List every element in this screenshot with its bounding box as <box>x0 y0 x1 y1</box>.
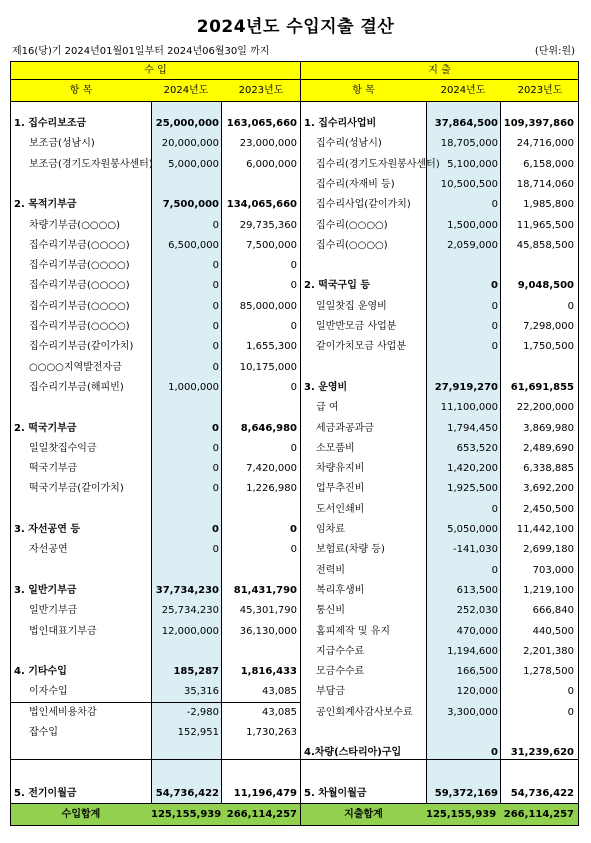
income-row-2023: 1,816,433 <box>240 666 297 678</box>
expense-row-label: 일일찻집 운영비 <box>316 300 387 312</box>
income-row-2024: 37,734,230 <box>155 584 219 596</box>
income-row <box>11 662 300 682</box>
expense-row-label: 통신비 <box>316 605 345 617</box>
expense-row-2023: 2,489,690 <box>523 442 574 454</box>
expense-row-2024: 0 <box>491 564 498 576</box>
income-row-2023: 7,500,000 <box>246 239 297 251</box>
expense-row-2023: 11,442,100 <box>516 524 574 535</box>
income-row-label: 일반기부금 <box>29 605 78 617</box>
expense-row-2024: 0 <box>491 199 498 211</box>
income-row <box>11 378 300 398</box>
expense-row-label: 모금수수료 <box>316 666 365 678</box>
expense-row-2024: -141,030 <box>453 544 498 556</box>
expense-row-2024: 1,794,450 <box>447 422 498 434</box>
expense-row-2024: 1,500,000 <box>447 219 498 231</box>
expense-row-label: 임차료 <box>316 524 345 535</box>
income-row-2023: 0 <box>290 544 297 556</box>
expense-item-header: 항 목 <box>352 85 375 96</box>
income-row-2023: 0 <box>290 321 297 332</box>
income-row-2024: 0 <box>212 341 219 353</box>
expense-row-2024: 1,194,600 <box>447 645 498 657</box>
expense-column-headers <box>301 80 578 102</box>
income-2023-header: 2023년도 <box>238 85 284 96</box>
expense-row-2023: 666,840 <box>532 605 574 617</box>
expense-row-2024: 2,059,000 <box>447 239 498 251</box>
income-row-2023: 1,655,300 <box>246 341 297 353</box>
income-row <box>11 195 300 215</box>
expense-row-label: 부담금 <box>316 686 345 698</box>
income-row-label: 보조금(경기도자원봉사센터) <box>29 158 153 170</box>
income-row-2023: 134,065,660 <box>226 199 297 211</box>
expense-row <box>301 378 578 398</box>
income-row-label: ○○○○지역발전자금 <box>29 361 122 373</box>
expense-row-2024: 653,520 <box>456 442 498 454</box>
income-row <box>11 459 300 479</box>
income-row-label: 이자수입 <box>29 686 68 698</box>
income-row <box>11 256 300 276</box>
expense-row-2024: 252,030 <box>456 605 498 617</box>
expense-row <box>301 419 578 439</box>
income-row-label: 잡수입 <box>29 727 58 738</box>
income-row-2024: 0 <box>212 280 219 292</box>
expense-row-2024: 0 <box>491 747 498 759</box>
income-row-2024: 0 <box>212 300 219 312</box>
expense-row-label: 집수리(자재비 등) <box>316 178 395 190</box>
expense-row <box>301 459 578 479</box>
expense-row-2023: 2,450,500 <box>523 503 574 515</box>
income-row-2023: 7,420,000 <box>246 463 297 475</box>
income-row-label: 1. 집수리보조금 <box>14 118 87 129</box>
income-row-2024: 12,000,000 <box>161 625 219 637</box>
expense-row <box>301 297 578 317</box>
income-row-2023: 45,301,790 <box>239 605 297 617</box>
expense-row-2023: 703,000 <box>532 564 574 576</box>
expense-row-2024: 37,864,500 <box>434 118 498 129</box>
expense-row-2024: 27,919,270 <box>434 381 498 393</box>
expense-row-label: 지급수수료 <box>316 645 365 657</box>
income-row <box>11 682 300 702</box>
income-row <box>11 155 300 175</box>
income-row-label: 집수리기부금(해피빈) <box>29 381 124 393</box>
income-row-2023: 81,431,790 <box>233 584 297 596</box>
expense-row-label: 1. 집수리사업비 <box>304 118 377 129</box>
income-row-2024: 6,500,000 <box>168 239 219 251</box>
income-column-headers <box>11 80 300 102</box>
income-row-label: 집수리기부금(같이가치) <box>29 341 134 353</box>
expense-row-label: 전력비 <box>316 564 345 576</box>
expense-row-label: 소모품비 <box>316 442 355 454</box>
expense-row <box>301 216 578 236</box>
expense-row-2024: 0 <box>491 503 498 515</box>
income-row-label: 집수리기부금(○○○○) <box>29 321 130 332</box>
expense-row-2023: 54,736,422 <box>510 787 574 799</box>
expense-row-2024: 470,000 <box>456 625 498 637</box>
expense-row <box>301 540 578 560</box>
income-row-label: 집수리기부금(○○○○) <box>29 239 130 251</box>
income-row-2024: 0 <box>212 361 219 373</box>
expense-row-2024: 3,300,000 <box>447 706 498 718</box>
expense-2023-header: 2023년도 <box>517 85 563 96</box>
income-row <box>11 216 300 236</box>
expense-row <box>301 195 578 215</box>
income-row-2024: 0 <box>212 260 219 272</box>
income-row-2024: 185,287 <box>173 666 219 678</box>
income-row-2024: 0 <box>212 422 219 434</box>
expense-table <box>300 61 579 826</box>
income-row <box>11 337 300 357</box>
income-row-2023: 0 <box>290 280 297 292</box>
income-row-2023: 43,085 <box>262 706 297 718</box>
expense-row <box>301 784 578 804</box>
income-row-2023: 1,730,263 <box>246 727 297 738</box>
expense-row-2023: 0 <box>567 706 574 718</box>
expense-row-2024: 10,500,500 <box>440 178 498 190</box>
expense-row-2023: 22,200,000 <box>516 402 574 414</box>
expense-row <box>301 155 578 175</box>
expense-row-label: 집수리(○○○○) <box>316 239 388 251</box>
expense-row-label: 집수리사업(같이가치) <box>316 199 411 211</box>
expense-row-2024: 18,705,000 <box>440 138 498 150</box>
expense-row-2023: 0 <box>567 686 574 698</box>
income-row-2024: -2,980 <box>186 706 219 718</box>
expense-row-2023: 6,338,885 <box>523 463 574 475</box>
expense-row-label: 세금과공과금 <box>316 422 374 434</box>
income-row <box>11 297 300 317</box>
expense-row <box>301 743 578 763</box>
expense-row <box>301 581 578 601</box>
income-row <box>11 419 300 439</box>
expense-row-2023: 1,219,100 <box>523 584 574 596</box>
income-row-2024: 152,951 <box>177 727 219 738</box>
expense-row-2023: 109,397,860 <box>503 118 574 129</box>
income-row-2023: 43,085 <box>262 686 297 698</box>
income-row-label: 집수리기부금(○○○○) <box>29 260 130 272</box>
expense-row <box>301 236 578 256</box>
income-row-2023: 36,130,000 <box>239 625 297 637</box>
income-row-label: 자선공연 <box>29 544 68 556</box>
income-row-label: 법인대표기부금 <box>29 625 97 637</box>
income-row-label: 떡국기부금(같이가치) <box>29 483 124 495</box>
income-row-label: 2. 목적기부금 <box>14 199 77 211</box>
expense-row-2024: 5,050,000 <box>447 524 498 535</box>
income-section-header: 수 입 <box>11 62 300 80</box>
income-total-label: 수입합계 <box>61 809 101 820</box>
income-row <box>11 114 300 134</box>
income-total-2024: 125,155,939 <box>151 809 222 820</box>
income-row <box>11 317 300 337</box>
expense-row-2023: 24,716,000 <box>516 138 574 150</box>
expense-row-label: 급 여 <box>316 402 339 414</box>
income-row-2023: 0 <box>290 442 297 454</box>
income-row <box>11 703 300 723</box>
expense-row-2024: 5,100,000 <box>447 158 498 170</box>
income-row-2023: 8,646,980 <box>240 422 297 434</box>
income-row-2024: 1,000,000 <box>168 381 219 393</box>
expense-row-2023: 6,158,000 <box>523 158 574 170</box>
expense-total-label: 지출합계 <box>344 809 383 820</box>
income-row-2023: 0 <box>290 260 297 272</box>
expense-row-2024: 11,100,000 <box>440 402 498 414</box>
expense-row-2023: 3,869,980 <box>523 422 574 434</box>
income-item-header: 항 목 <box>69 85 93 96</box>
income-row <box>11 236 300 256</box>
expense-row <box>301 500 578 520</box>
expense-row-2023: 11,965,500 <box>516 219 574 231</box>
expense-row <box>301 703 578 723</box>
expense-row <box>301 561 578 581</box>
page-title: 2024년도 수입지출 결산 <box>196 17 395 37</box>
expense-row-label: 2. 떡국구입 등 <box>304 280 371 292</box>
income-row-2024: 25,734,230 <box>161 605 219 617</box>
income-row-2023: 23,000,000 <box>239 138 297 150</box>
expense-row-label: 공인회계사감사보수료 <box>316 706 413 718</box>
expense-row <box>301 398 578 418</box>
income-total-2023: 266,114,257 <box>226 809 297 820</box>
income-row <box>11 276 300 296</box>
expense-row <box>301 520 578 540</box>
expense-row-2024: 166,500 <box>456 666 498 678</box>
income-row-label: 2. 떡국기부금 <box>14 422 77 434</box>
expense-row-label: 5. 차월이월금 <box>304 787 367 799</box>
expense-row-2023: 31,239,620 <box>510 747 574 759</box>
expense-row-2023: 61,691,855 <box>510 381 574 393</box>
expense-row <box>301 601 578 621</box>
income-row-2024: 20,000,000 <box>161 138 219 150</box>
expense-row <box>301 479 578 499</box>
income-row-2024: 0 <box>212 544 219 556</box>
income-row-label: 집수리기부금(○○○○) <box>29 300 130 312</box>
income-row <box>11 622 300 642</box>
expense-row-2024: 120,000 <box>456 686 498 698</box>
expense-row-label: 홈피제작 및 유지 <box>316 625 390 637</box>
income-row-2023: 85,000,000 <box>239 300 297 312</box>
income-table <box>10 61 300 826</box>
expense-total-2024: 125,155,939 <box>426 809 497 820</box>
expense-2024-header: 2024년도 <box>440 85 486 96</box>
expense-row-label: 보험료(차량 등) <box>316 544 385 556</box>
income-row-label: 4. 기타수입 <box>14 666 67 678</box>
expense-row-2023: 2,699,180 <box>523 544 574 556</box>
expense-row-label: 집수리(성남시) <box>316 138 382 150</box>
expense-row-label: 3. 운영비 <box>304 381 348 393</box>
income-row-2024: 0 <box>212 219 219 231</box>
settlement-sheet <box>10 61 579 826</box>
expense-row-2023: 1,750,500 <box>523 341 574 353</box>
income-row <box>11 581 300 601</box>
expense-row-2024: 0 <box>491 280 498 292</box>
income-row <box>11 479 300 499</box>
income-row-2023: 1,226,980 <box>246 483 297 495</box>
currency-unit: (단위:원) <box>534 46 575 57</box>
income-row-2023: 10,175,000 <box>239 361 297 373</box>
expense-row-2023: 0 <box>567 300 574 312</box>
income-row <box>11 601 300 621</box>
income-row <box>11 134 300 154</box>
expense-row <box>301 134 578 154</box>
expense-row-2023: 1,278,500 <box>523 666 574 678</box>
expense-row-label: 복리후생비 <box>316 584 365 596</box>
fiscal-period: 제16(당)기 2024년01월01일부터 2024년06월30일 까지 <box>12 46 270 57</box>
expense-row-2023: 45,858,500 <box>516 239 574 251</box>
income-row-label: 일일찻집수익금 <box>29 442 97 454</box>
expense-row <box>301 662 578 682</box>
income-row <box>11 358 300 378</box>
expense-section-header: 지 출 <box>301 62 578 80</box>
income-row-2024: 0 <box>212 321 219 332</box>
expense-row-2024: 1,420,200 <box>447 463 498 475</box>
income-row-2023: 163,065,660 <box>226 118 297 129</box>
income-row-2024: 5,000,000 <box>168 158 219 170</box>
income-row-label: 집수리기부금(○○○○) <box>29 280 130 292</box>
income-row-2024: 0 <box>212 463 219 475</box>
expense-row-2023: 9,048,500 <box>517 280 574 292</box>
expense-row-2023: 7,298,000 <box>523 321 574 332</box>
expense-row-2024: 0 <box>491 341 498 353</box>
expense-total-2023: 266,114,257 <box>503 809 574 820</box>
income-row <box>11 784 300 804</box>
expense-row-label: 4.차량(스타리아)구입 <box>304 747 402 759</box>
income-row-2023: 0 <box>290 524 297 535</box>
income-row-label: 떡국기부금 <box>29 463 78 475</box>
expense-row <box>301 114 578 134</box>
income-row-2024: 35,316 <box>184 686 219 698</box>
expense-row-2023: 1,985,800 <box>523 199 574 211</box>
income-row-2024: 0 <box>212 483 219 495</box>
expense-row-2023: 440,500 <box>532 625 574 637</box>
expense-row-label: 일반반모금 사업분 <box>316 321 397 332</box>
expense-row-2023: 3,692,200 <box>523 483 574 495</box>
expense-row-label: 같이가치모금 사업분 <box>316 341 407 353</box>
income-row-2024: 7,500,000 <box>162 199 219 211</box>
expense-row-label: 도서인쇄비 <box>316 503 365 515</box>
income-row-2024: 0 <box>212 442 219 454</box>
income-row-label: 법인세비용차감 <box>29 706 97 718</box>
expense-row-2024: 59,372,169 <box>434 787 498 799</box>
income-row-2023: 29,735,360 <box>239 219 297 231</box>
income-row-label: 5. 전기이월금 <box>14 787 77 799</box>
expense-total-row <box>301 803 578 825</box>
expense-row <box>301 317 578 337</box>
expense-row <box>301 682 578 702</box>
income-row-label: 3. 자선공연 등 <box>14 524 81 535</box>
income-row <box>11 540 300 560</box>
income-row-label: 보조금(성남시) <box>29 138 95 150</box>
expense-row <box>301 622 578 642</box>
income-row <box>11 439 300 459</box>
income-row-2023: 6,000,000 <box>246 158 297 170</box>
income-row-2024: 54,736,422 <box>155 787 219 799</box>
income-row-label: 3. 일반기부금 <box>14 584 77 596</box>
income-row-label: 차량기부금(○○○○) <box>29 219 121 231</box>
expense-row-2024: 0 <box>491 321 498 332</box>
expense-row-label: 집수리(경기도자원봉사센터) <box>316 158 440 170</box>
income-row-2024: 25,000,000 <box>155 118 219 129</box>
income-row-2024: 0 <box>212 524 219 535</box>
expense-row-2023: 18,714,060 <box>516 178 574 190</box>
expense-row-label: 차량유지비 <box>316 463 365 475</box>
income-2024-header: 2024년도 <box>163 85 209 96</box>
expense-row <box>301 337 578 357</box>
income-row-2023: 0 <box>290 381 297 393</box>
expense-row-2024: 0 <box>491 300 498 312</box>
expense-row-2023: 2,201,380 <box>523 645 574 657</box>
expense-row <box>301 642 578 662</box>
expense-row-label: 집수리(○○○○) <box>316 219 388 231</box>
income-row <box>11 723 300 743</box>
expense-row <box>301 276 578 296</box>
expense-row-2024: 613,500 <box>456 584 498 596</box>
income-total-row <box>11 803 300 825</box>
income-row <box>11 520 300 540</box>
expense-row <box>301 175 578 195</box>
expense-row <box>301 439 578 459</box>
expense-row-label: 업무추진비 <box>316 483 365 495</box>
expense-row-2024: 1,925,500 <box>447 483 498 495</box>
income-row-2023: 11,196,479 <box>233 787 297 799</box>
